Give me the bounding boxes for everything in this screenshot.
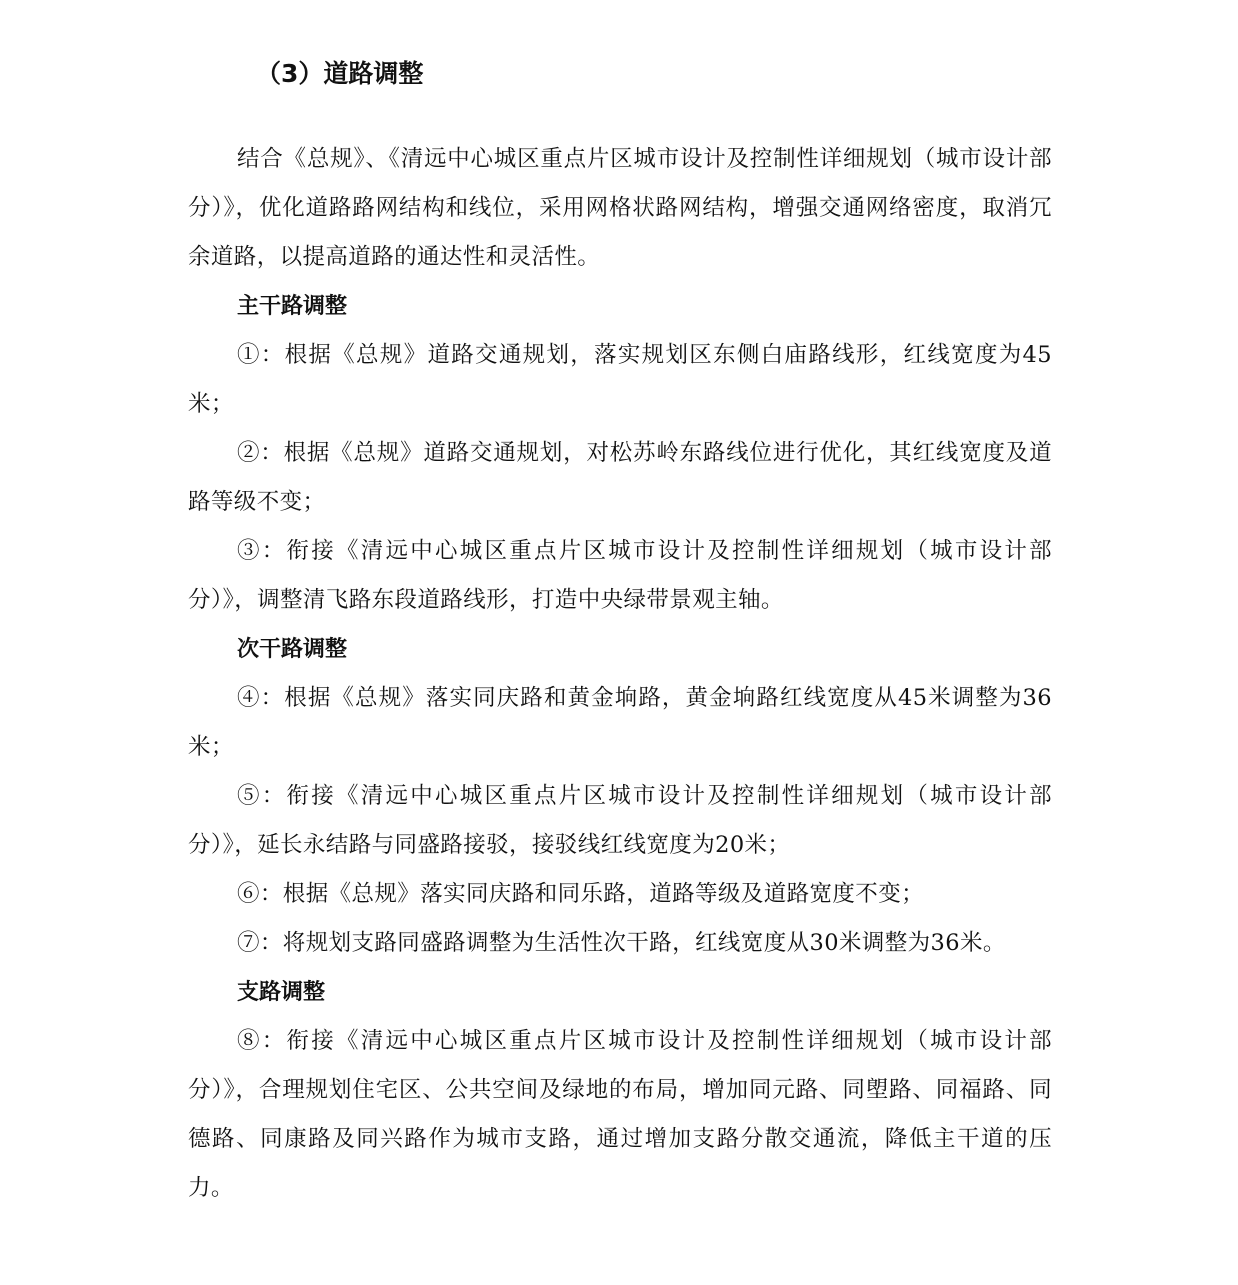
arterial-item-3: ③：衔接《清远中心城区重点片区城市设计及控制性详细规划（城市设计部分）》，调整清飞路东段道路线形，打造中央绿带景观主轴。 [188,538,1052,613]
branch-road-heading: 支路调整 [237,980,326,1005]
branch-item-8: ⑧：衔接《清远中心城区重点片区城市设计及控制性详细规划（城市设计部分）》，合理规划住宅区、公共空间及绿地的布局，增加同元路、同塱路、同福路、同德路、同康路及同兴路作为城市支路，通过增加支路分散交通流，降低主干道的压力。 [188,1028,1052,1201]
secondary-road-heading: 次干路调整 [237,637,348,662]
secondary-item-6: ⑥：根据《总规》落实同庆路和同乐路，道路等级及道路宽度不变； [237,881,925,907]
arterial-road-heading: 主干路调整 [237,294,348,319]
arterial-item-1: ①：根据《总规》道路交通规划，落实规划区东侧白庙路线形，红线宽度为45米； [188,342,1052,417]
section-title: （3）道路调整 [256,59,424,88]
arterial-item-2: ②：根据《总规》道路交通规划，对松苏岭东路线位进行优化，其红线宽度及道路等级不变； [188,440,1052,515]
intro-paragraph: 结合《总规》、《清远中心城区重点片区城市设计及控制性详细规划（城市设计部分）》，优化道路路网结构和线位，采用网格状路网结构，增强交通网络密度，取消冗余道路，以提高道路的通达性和灵活性。 [188,146,1052,270]
document-body [188,135,1052,1213]
secondary-item-4: ④：根据《总规》落实同庆路和黄金垧路，黄金垧路红线宽度从45米调整为36米； [188,685,1052,760]
secondary-item-7: ⑦：将规划支路同盛路调整为生活性次干路，红线宽度从30米调整为36米。 [237,930,1006,956]
secondary-item-5: ⑤：衔接《清远中心城区重点片区城市设计及控制性详细规划（城市设计部分）》，延长永结路与同盛路接驳，接驳线红线宽度为20米； [188,783,1052,858]
